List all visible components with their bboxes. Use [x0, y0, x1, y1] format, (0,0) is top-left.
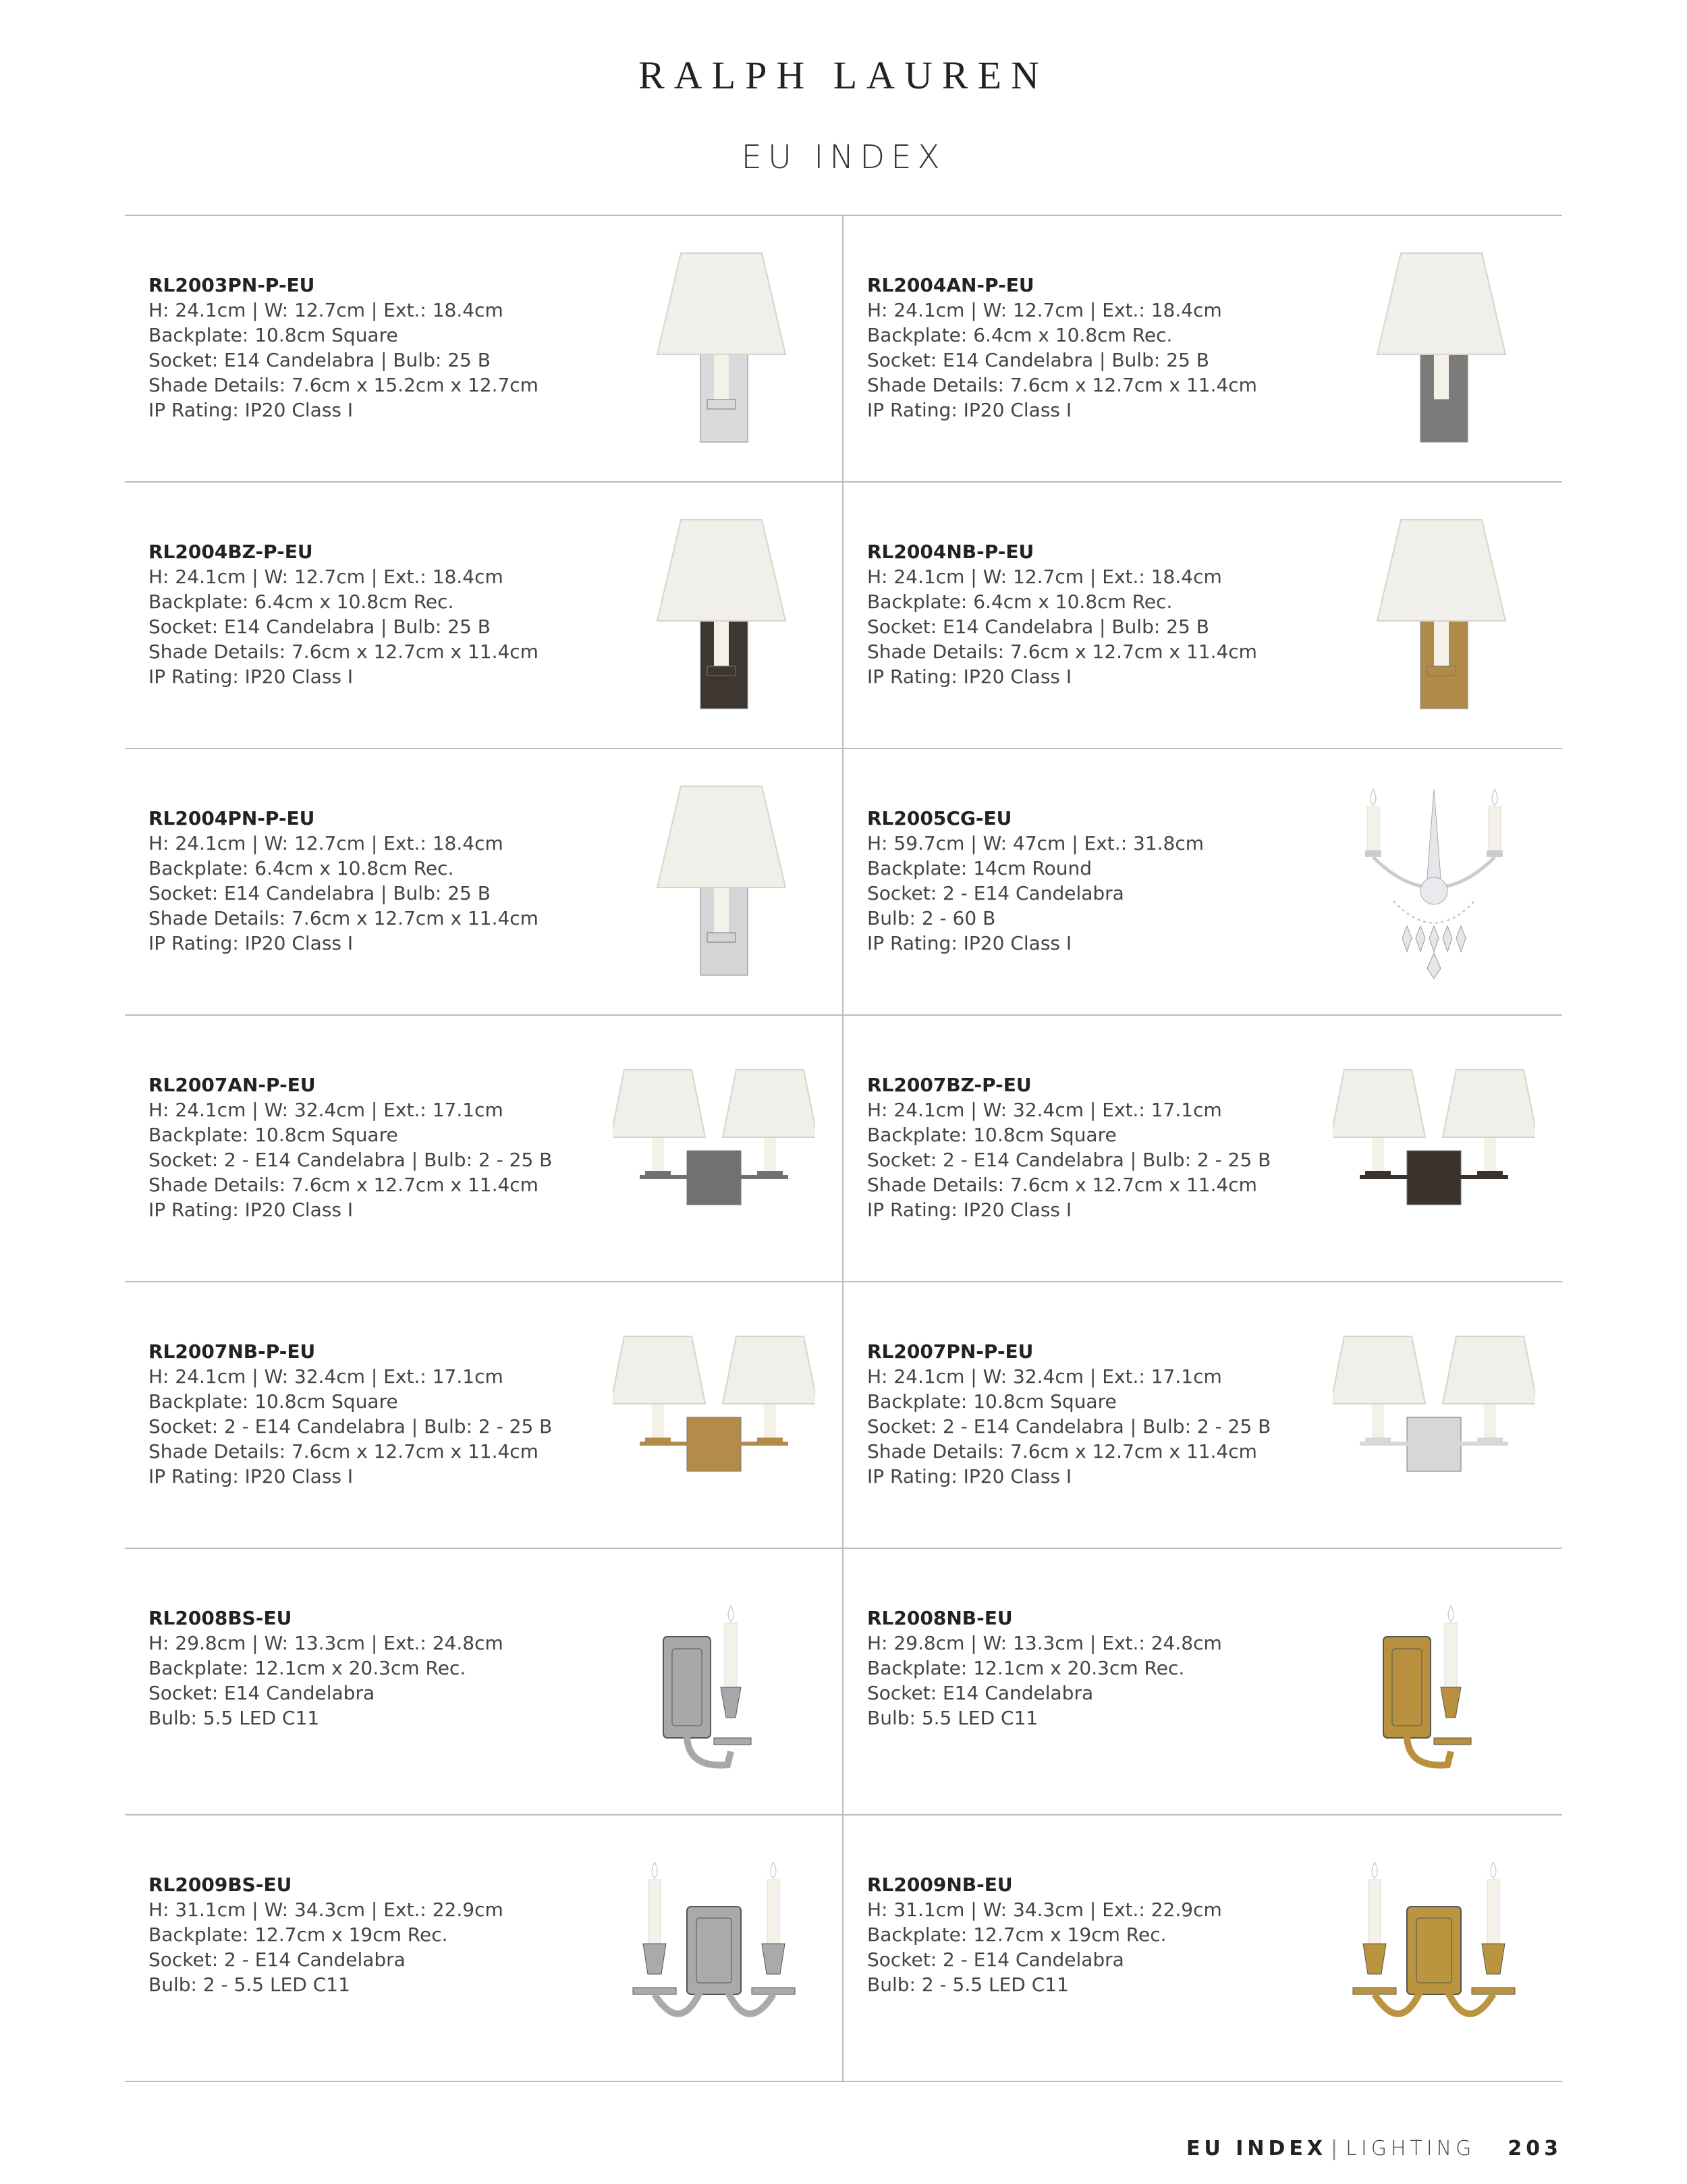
- spec-line: Socket: 2 - E14 Candelabra | Bulb: 2 - 25 B: [867, 1415, 1271, 1438]
- spec-line: Bulb: 2 - 60 B: [867, 907, 996, 929]
- single-shade-sconce-image: [613, 776, 815, 985]
- spec-line: H: 24.1cm | W: 12.7cm | Ext.: 18.4cm: [867, 299, 1222, 321]
- spec-line: Backplate: 12.7cm x 19cm Rec.: [867, 1923, 1167, 1946]
- product-specs: [867, 806, 1204, 956]
- spec-line: Backplate: 10.8cm Square: [148, 324, 398, 346]
- spec-line: IP Rating: IP20 Class I: [148, 1199, 354, 1221]
- product-card: [844, 1016, 1562, 1281]
- double-shade-sconce-image: [1333, 1309, 1535, 1519]
- product-specs: [148, 1872, 503, 1997]
- single-candle-sconce-image: [1333, 1576, 1535, 1785]
- product-code: RL2009NB-EU: [867, 1874, 1013, 1896]
- spec-line: H: 24.1cm | W: 12.7cm | Ext.: 18.4cm: [148, 832, 503, 854]
- product-specs: [867, 1339, 1271, 1489]
- spec-line: H: 24.1cm | W: 32.4cm | Ext.: 17.1cm: [867, 1099, 1222, 1121]
- spec-line: Bulb: 5.5 LED C11: [867, 1707, 1039, 1729]
- product-card: [125, 1549, 844, 1814]
- product-card: [125, 1016, 844, 1281]
- product-specs: [148, 539, 538, 689]
- spec-line: H: 31.1cm | W: 34.3cm | Ext.: 22.9cm: [148, 1899, 503, 1921]
- spec-line: Shade Details: 7.6cm x 12.7cm x 11.4cm: [148, 1440, 538, 1463]
- spec-line: Socket: 2 - E14 Candelabra: [867, 1948, 1124, 1971]
- product-row: [125, 1549, 1562, 1816]
- page-number: 203: [1508, 2137, 1562, 2160]
- product-card: [844, 1816, 1562, 2081]
- spec-line: H: 24.1cm | W: 12.7cm | Ext.: 18.4cm: [148, 299, 503, 321]
- spec-line: Bulb: 2 - 5.5 LED C11: [148, 1973, 350, 1996]
- spec-line: Backplate: 10.8cm Square: [148, 1390, 398, 1413]
- single-shade-sconce-image: [1333, 243, 1535, 452]
- single-shade-sconce-image: [613, 243, 815, 452]
- spec-line: Socket: 2 - E14 Candelabra: [867, 882, 1124, 904]
- spec-line: Socket: E14 Candelabra | Bulb: 25 B: [867, 349, 1209, 371]
- product-specs: [867, 1872, 1222, 1997]
- spec-line: IP Rating: IP20 Class I: [148, 399, 354, 421]
- spec-line: Socket: 2 - E14 Candelabra | Bulb: 2 - 25 B: [148, 1149, 553, 1171]
- spec-line: IP Rating: IP20 Class I: [148, 665, 354, 688]
- spec-line: H: 29.8cm | W: 13.3cm | Ext.: 24.8cm: [867, 1632, 1222, 1654]
- product-specs: [867, 1606, 1222, 1730]
- spec-line: Backplate: 12.1cm x 20.3cm Rec.: [148, 1657, 466, 1679]
- product-card: [125, 216, 844, 481]
- product-grid: [125, 215, 1562, 2082]
- footer-category: LIGHTING: [1346, 2137, 1476, 2160]
- product-row: [125, 1816, 1562, 2082]
- spec-line: Shade Details: 7.6cm x 15.2cm x 12.7cm: [148, 374, 538, 396]
- spec-line: Shade Details: 7.6cm x 12.7cm x 11.4cm: [148, 907, 538, 929]
- spec-line: H: 24.1cm | W: 12.7cm | Ext.: 18.4cm: [867, 566, 1222, 588]
- product-code: RL2008BS-EU: [148, 1607, 292, 1629]
- product-code: RL2007NB-P-EU: [148, 1340, 316, 1363]
- product-code: RL2007PN-P-EU: [867, 1340, 1034, 1363]
- product-code: RL2007AN-P-EU: [148, 1074, 316, 1096]
- double-shade-sconce-image: [613, 1043, 815, 1252]
- spec-line: Shade Details: 7.6cm x 12.7cm x 11.4cm: [148, 640, 538, 663]
- product-card: [844, 216, 1562, 481]
- product-code: RL2008NB-EU: [867, 1607, 1013, 1629]
- product-code: RL2003PN-P-EU: [148, 274, 315, 296]
- spec-line: H: 24.1cm | W: 12.7cm | Ext.: 18.4cm: [148, 566, 503, 588]
- spec-line: Backplate: 6.4cm x 10.8cm Rec.: [867, 591, 1173, 613]
- spec-line: IP Rating: IP20 Class I: [867, 932, 1072, 954]
- product-card: [125, 1816, 844, 2081]
- spec-line: Backplate: 10.8cm Square: [867, 1390, 1117, 1413]
- spec-line: Bulb: 2 - 5.5 LED C11: [867, 1973, 1069, 1996]
- spec-line: IP Rating: IP20 Class I: [867, 1465, 1072, 1487]
- crystal-sconce-image: [1333, 776, 1535, 985]
- product-card: [125, 483, 844, 748]
- spec-line: H: 29.8cm | W: 13.3cm | Ext.: 24.8cm: [148, 1632, 503, 1654]
- brand-logo: RALPH LAUREN: [638, 53, 1049, 97]
- product-code: RL2004PN-P-EU: [148, 807, 315, 829]
- spec-line: Shade Details: 7.6cm x 12.7cm x 11.4cm: [867, 1440, 1257, 1463]
- spec-line: Socket: E14 Candelabra: [867, 1682, 1094, 1704]
- product-row: [125, 749, 1562, 1016]
- spec-line: IP Rating: IP20 Class I: [867, 665, 1072, 688]
- spec-line: Socket: E14 Candelabra | Bulb: 25 B: [867, 616, 1209, 638]
- double-shade-sconce-image: [1333, 1043, 1535, 1252]
- spec-line: Backplate: 10.8cm Square: [867, 1124, 1117, 1146]
- single-candle-sconce-image: [613, 1576, 815, 1785]
- product-card: [844, 483, 1562, 748]
- spec-line: Socket: E14 Candelabra | Bulb: 25 B: [148, 882, 491, 904]
- product-specs: [148, 806, 538, 956]
- spec-line: Socket: 2 - E14 Candelabra: [148, 1948, 406, 1971]
- spec-line: H: 59.7cm | W: 47cm | Ext.: 31.8cm: [867, 832, 1205, 854]
- spec-line: IP Rating: IP20 Class I: [148, 932, 354, 954]
- spec-line: Backplate: 12.1cm x 20.3cm Rec.: [867, 1657, 1185, 1679]
- spec-line: H: 24.1cm | W: 32.4cm | Ext.: 17.1cm: [148, 1365, 503, 1388]
- product-specs: [148, 1339, 552, 1489]
- spec-line: Socket: E14 Candelabra: [148, 1682, 375, 1704]
- product-code: RL2004AN-P-EU: [867, 274, 1034, 296]
- spec-line: Backplate: 6.4cm x 10.8cm Rec.: [867, 324, 1173, 346]
- product-specs: [148, 1072, 552, 1222]
- spec-line: H: 24.1cm | W: 32.4cm | Ext.: 17.1cm: [867, 1365, 1222, 1388]
- spec-line: Backplate: 6.4cm x 10.8cm Rec.: [148, 857, 454, 879]
- product-row: [125, 483, 1562, 749]
- spec-line: Shade Details: 7.6cm x 12.7cm x 11.4cm: [867, 374, 1257, 396]
- spec-line: Socket: E14 Candelabra | Bulb: 25 B: [148, 616, 491, 638]
- product-card: [844, 749, 1562, 1014]
- spec-line: Socket: 2 - E14 Candelabra | Bulb: 2 - 25 B: [148, 1415, 553, 1438]
- single-shade-sconce-image: [1333, 510, 1535, 719]
- spec-line: Backplate: 10.8cm Square: [148, 1124, 398, 1146]
- product-code: RL2004NB-P-EU: [867, 541, 1034, 563]
- product-card: [125, 1282, 844, 1548]
- spec-line: Shade Details: 7.6cm x 12.7cm x 11.4cm: [148, 1174, 538, 1196]
- spec-line: Backplate: 6.4cm x 10.8cm Rec.: [148, 591, 454, 613]
- product-row: [125, 1282, 1562, 1549]
- footer-separator: |: [1331, 2137, 1342, 2160]
- spec-line: Socket: E14 Candelabra | Bulb: 25 B: [148, 349, 491, 371]
- footer-section: EU INDEX: [1186, 2137, 1327, 2160]
- product-card: [844, 1549, 1562, 1814]
- double-candle-sconce-image: [1333, 1842, 1535, 2052]
- page-footer: [1186, 2137, 1562, 2160]
- product-row: [125, 1016, 1562, 1282]
- spec-line: IP Rating: IP20 Class I: [148, 1465, 354, 1487]
- product-row: [125, 216, 1562, 483]
- spec-line: Shade Details: 7.6cm x 12.7cm x 11.4cm: [867, 1174, 1257, 1196]
- product-specs: [867, 273, 1257, 422]
- spec-line: Backplate: 12.7cm x 19cm Rec.: [148, 1923, 448, 1946]
- product-code: RL2005CG-EU: [867, 807, 1012, 829]
- product-specs: [148, 273, 538, 422]
- double-candle-sconce-image: [613, 1842, 815, 2052]
- product-code: RL2004BZ-P-EU: [148, 541, 313, 563]
- product-specs: [148, 1606, 503, 1730]
- product-specs: [867, 539, 1257, 689]
- product-code: RL2007BZ-P-EU: [867, 1074, 1032, 1096]
- double-shade-sconce-image: [613, 1309, 815, 1519]
- spec-line: Bulb: 5.5 LED C11: [148, 1707, 320, 1729]
- spec-line: Backplate: 14cm Round: [867, 857, 1093, 879]
- spec-line: IP Rating: IP20 Class I: [867, 399, 1072, 421]
- product-card: [125, 749, 844, 1014]
- page-title: EU INDEX: [741, 138, 946, 176]
- spec-line: Socket: 2 - E14 Candelabra | Bulb: 2 - 25 B: [867, 1149, 1271, 1171]
- product-specs: [867, 1072, 1271, 1222]
- spec-line: H: 31.1cm | W: 34.3cm | Ext.: 22.9cm: [867, 1899, 1222, 1921]
- product-card: [844, 1282, 1562, 1548]
- product-code: RL2009BS-EU: [148, 1874, 292, 1896]
- spec-line: Shade Details: 7.6cm x 12.7cm x 11.4cm: [867, 640, 1257, 663]
- single-shade-sconce-image: [613, 510, 815, 719]
- spec-line: IP Rating: IP20 Class I: [867, 1199, 1072, 1221]
- spec-line: H: 24.1cm | W: 32.4cm | Ext.: 17.1cm: [148, 1099, 503, 1121]
